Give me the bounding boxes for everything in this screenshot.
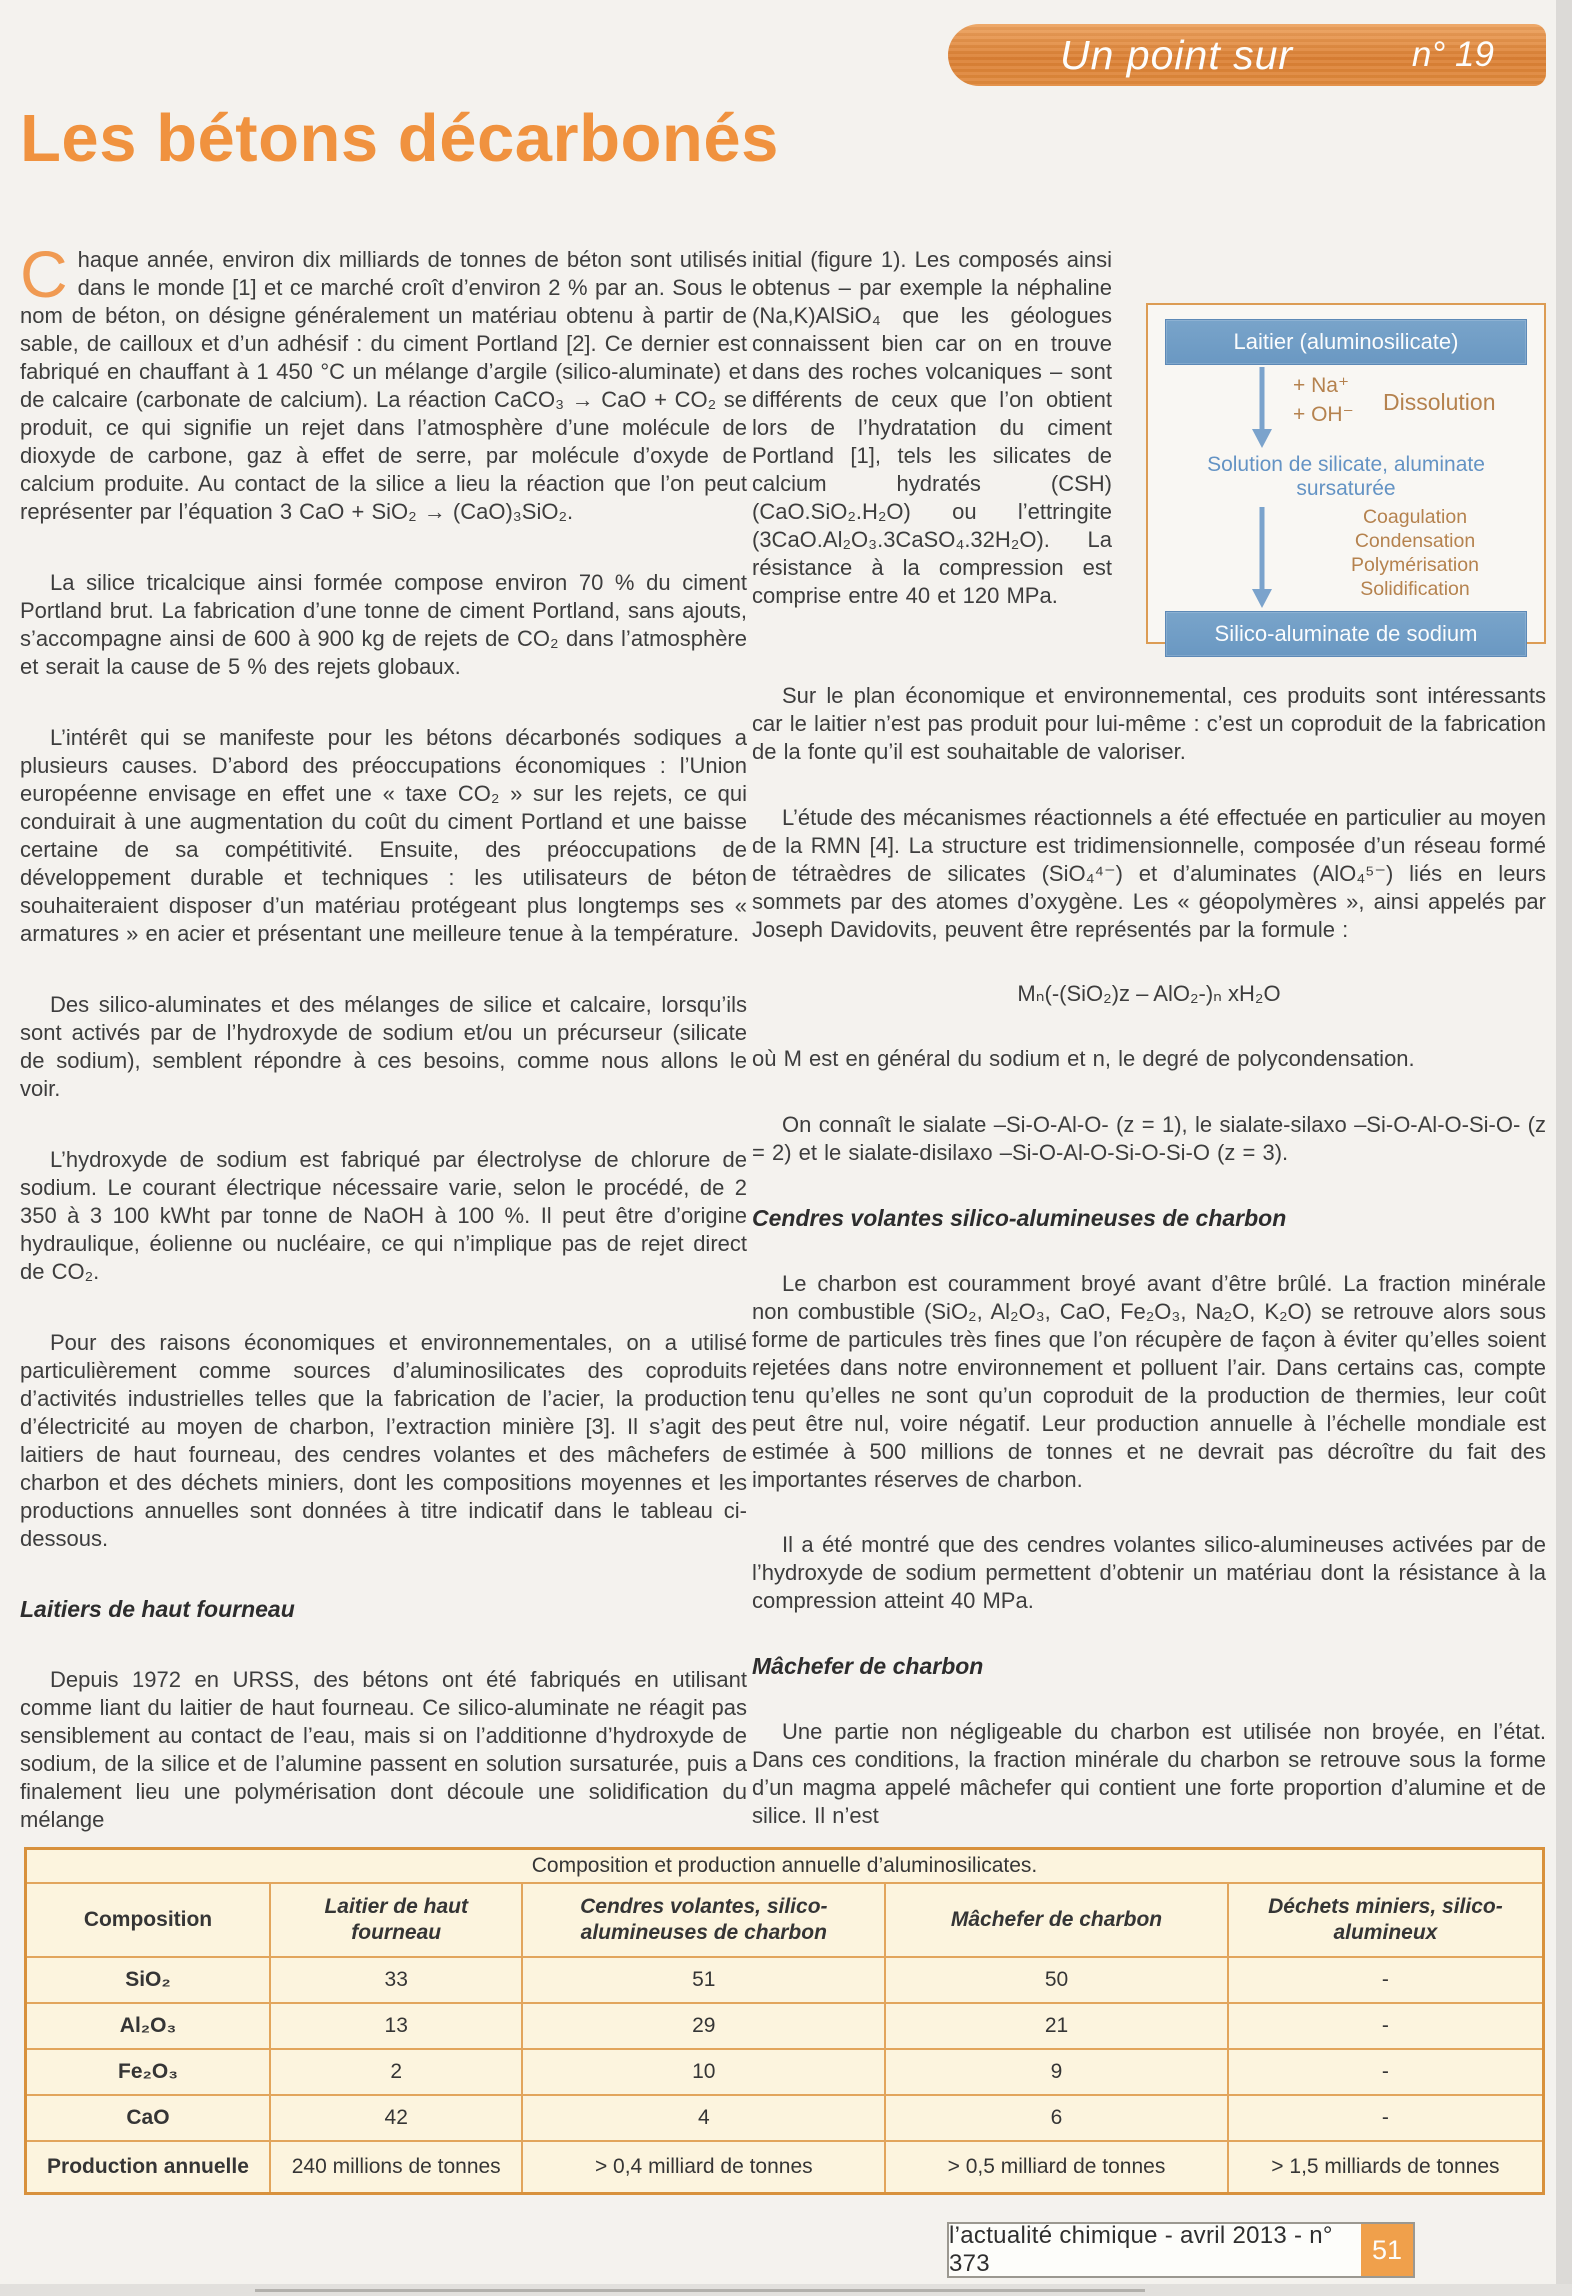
article-title: Les bétons décarbonés — [20, 101, 779, 176]
cell: - — [1228, 2003, 1544, 2049]
cell: 10 — [522, 2049, 885, 2095]
paragraph: On connaît le sialate –Si-O-Al-O- (z = 1), le sialate-silaxo –Si-O-Al-O-Si-O- (z = 2) et le sialate-disilaxo –Si-O-Al-O-Si-O-Si-O (z = 3). — [752, 1111, 1546, 1165]
page-number: 51 — [1361, 2224, 1413, 2276]
text-and-figure-row — [752, 246, 1546, 644]
paragraph — [20, 237, 747, 526]
hydroxide-ion-label: + OH⁻ — [1293, 403, 1354, 426]
cell: - — [1228, 1957, 1544, 2003]
paragraph: L’hydroxyde de sodium est fabriqué par électrolyse de chlorure de sodium. Le courant électrique nécessaire varie, selon le procédé, de 2 350 à 3 100 kWht par tonne de NaOH à 100 %. Il peut être d’origine hydraulique, éolienne ou nucléaire, ce qui n’implique pas de rejet direct de CO₂. — [20, 1147, 747, 1284]
composition-table — [24, 1847, 1545, 2195]
column-header-machefer: Mâchefer de charbon — [885, 1883, 1228, 1957]
banner-label: Un point sur — [1060, 31, 1294, 78]
polymerisation-stage — [1165, 505, 1527, 611]
table-row — [26, 2049, 1544, 2095]
reagent-labels — [1293, 371, 1354, 429]
solidification-label: Solidification — [1360, 578, 1470, 600]
column-header-dechets: Déchets miniers, silico-alumineux — [1228, 1883, 1544, 1957]
table-header-row — [26, 1883, 1544, 1957]
table-caption: Composition et production annuelle d’aluminosilicates. — [26, 1849, 1544, 1884]
paragraph: L’intérêt qui se manifeste pour les bétons décarbonés sodiques a plusieurs causes. D’abord des préoccupations économiques : l’Union européenne envisage en effet une « taxe CO₂ » sur les rejets, ce qui conduirait à une augmentation du coût du ciment Portland et une baisse certaine de sa compétitivité. Ensuite, des préoccupations de développement durable et techniques : les utilisateurs de béton souhaiteraient disposer d’un matériau protégeant plus longtemps ses « armatures » en acier et présentant une meilleure tenue à la température. — [20, 725, 747, 946]
coagulation-label: Coagulation — [1362, 506, 1468, 528]
column-header-cendres: Cendres volantes, silico-alumineuses de charbon — [522, 1883, 885, 1957]
geopolymer-formula: Mₙ(-(SiO₂)z – AlO₂-)ₙ xH₂O — [1017, 981, 1281, 1007]
laitier-box: Laitier (aluminosilicate) — [1165, 319, 1527, 365]
journal-reference: l’actualité chimique - avril 2013 - n° 373 — [949, 2222, 1333, 2277]
table-row — [26, 2003, 1544, 2049]
left-column — [20, 237, 747, 1834]
cell: - — [1228, 2095, 1544, 2141]
cell: 2 — [270, 2049, 522, 2095]
row-label: CaO — [26, 2095, 270, 2141]
paragraph: Des silico-aluminates et des mélanges de silice et calcaire, lorsqu’ils sont activés par de l’hydroxyde de sodium et/ou un précurseur (silicate de sodium), semblent répondre à ces besoins, comme nous allons le voir. — [20, 992, 747, 1101]
figure-1 — [1146, 303, 1546, 644]
paragraph: Il a été montré que des cendres volantes silico-alumineuses activées par de l’hydroxyde de sodium permettent d’obtenir un matériau dont la résistance à la compression atteint 40 MPa. — [752, 1532, 1546, 1614]
paragraph: Le charbon est couramment broyé avant d’être brûlé. La fraction minérale non combustible (SiO₂, Al₂O₃, CaO, Fe₂O₃, Na₂O, K₂O) se retrouve alors sous forme de particules très fines que l’on récupère de façon à éviter qu’elles soient rejetées dans notre environnement et polluent l’air. Dans certains cas, compte tenu qu’elles ne sont qu’un coproduit de la production de thermies, leur coût peut être nul, voire négatif. Leur production annuelle à l’échelle mondiale est estimée à 500 millions de tonnes et ne devrait pas décroître du fait des importantes réserves de charbon. — [752, 1270, 1546, 1492]
paragraph: où M est en général du sodium et n, le degré de polycondensation. — [752, 1046, 1415, 1072]
dropcap: C — [20, 237, 68, 311]
cell: 50 — [885, 1957, 1228, 2003]
paragraph: La silice tricalcique ainsi formée compose environ 70 % du ciment Portland brut. La fabrication d’une tonne de ciment Portland, sans ajouts, s’accompagne ainsi de 600 à 900 kg de rejets de CO₂ dans l’atmosphère et serait la cause de 5 % des rejets globaux. — [20, 570, 747, 679]
down-arrow-icon — [1251, 507, 1273, 609]
solution-label: Solution de silicate, aluminate sursaturée — [1207, 453, 1485, 500]
paragraph: Sur le plan économique et environnemental, ces produits sont intéressants car le laitier n’est pas produit pour lui-même : c’est un coproduit de la fabrication de la fonte qu’il est souhaitable de valoriser. — [752, 682, 1546, 764]
cell: - — [1228, 2049, 1544, 2095]
journal-footer — [947, 2222, 1415, 2278]
column-header-laitier: Laitier de haut fourneau — [270, 1883, 522, 1957]
condensation-label: Condensation — [1354, 530, 1476, 552]
process-step-labels — [1315, 505, 1515, 601]
polymerisation-label: Polymérisation — [1351, 554, 1479, 576]
section-banner — [948, 24, 1546, 86]
column-header-composition: Composition — [26, 1883, 270, 1957]
cell: > 0,5 milliard de tonnes — [885, 2141, 1228, 2194]
cell: 240 millions de tonnes — [270, 2141, 522, 2194]
cell: 33 — [270, 1957, 522, 2003]
row-label: Al₂O₃ — [26, 2003, 270, 2049]
banner-issue-number: n° 19 — [1411, 35, 1494, 74]
paragraph: Une partie non négligeable du charbon est utilisée non broyée, en l’état. Dans ces conditions, la fraction minérale du charbon se retrouve sous la forme d’un magma appelé mâchefer qui contient une forte proportion d’alumine et de silice. Il n’est — [752, 1718, 1546, 1828]
table-caption-row — [26, 1849, 1544, 1884]
cell: 4 — [522, 2095, 885, 2141]
cell: 21 — [885, 2003, 1228, 2049]
section-heading-laitiers: Laitiers de haut fourneau — [20, 1596, 295, 1622]
dissolution-stage — [1165, 365, 1527, 451]
row-label: Fe₂O₃ — [26, 2049, 270, 2095]
cell: 42 — [270, 2095, 522, 2141]
paragraph: Depuis 1972 en URSS, des bétons ont été fabriqués en utilisant comme liant du laitier de haut fourneau. Ce silico-aluminate ne réagit pas sensiblement au contact de l’eau, mais si on l’additionne d’hydroxyde de sodium, de la silice et de l’alumine passent en solution sursaturée, puis a finalement lieu une polymérisation dont découle une solidification du mélange — [20, 1667, 747, 1832]
row-label: Production annuelle — [26, 2141, 270, 2194]
section-heading-cendres: Cendres volantes silico-alumineuses de charbon — [752, 1204, 1287, 1231]
row-label: SiO₂ — [26, 1957, 270, 2003]
cell: 51 — [522, 1957, 885, 2003]
paragraph: L’étude des mécanismes réactionnels a été effectuée en particulier au moyen de la RMN [4]. La structure est tridimensionnelle, composée d’un réseau formé de tétraèdres de silicates (SiO₄⁴⁻) et d’aluminates (AlO₄⁵⁻) liés en leurs sommets par des atomes d’oxygène. Les « géopolymères », ainsi appelés par Joseph Davidovits, peuvent être représentés par la formule : — [752, 804, 1546, 942]
paragraph-text: haque année, environ dix milliards de tonnes de béton sont utilisés dans le monde [1] et ce marché croît d’environ 2 % par an. Sous le nom de béton, on désigne généralement un matériau obtenu à partir de sable, de cailloux et d’un adhésif : du ciment Portland [2]. Ce dernier est fabriqué en chauffant à 1 450 °C un mélange d’argile (silico-aluminate) et de calcaire (carbonate de calcium). La réaction CaCO₃ → CaO + CO₂ se produit, ce qui signifie un rejet dans l’atmosphère d’une molécule de dioxyde de carbone, gaz à effet de serre, par molécule d’oxyde de calcium produite. Au contact de la silice a lieu la réaction que l’on peut représenter par l’équation 3 CaO + SiO₂ → (CaO)₃SiO₂. — [20, 247, 747, 524]
sodium-ion-label: + Na⁺ — [1293, 374, 1350, 397]
table-row — [26, 1957, 1544, 2003]
dissolution-label: Dissolution — [1383, 389, 1496, 415]
table-row — [26, 2141, 1544, 2194]
scan-artifact-line — [255, 2289, 1145, 2292]
silico-aluminate-box: Silico-aluminate de sodium — [1165, 611, 1527, 657]
cell: 6 — [885, 2095, 1228, 2141]
section-heading-machefer: Mâchefer de charbon — [752, 1653, 984, 1680]
table-row — [26, 2095, 1544, 2141]
cell: 29 — [522, 2003, 885, 2049]
paragraph: Pour des raisons économiques et environnementales, on a utilisé particulièrement comme sources d’aluminosilicates des coproduits d’activités industrielles telles que la fabrication de l’acier, la production d’électricité au moyen de charbon, l’extraction minière [3]. Il s’agit des laitiers de haut fourneau, des cendres volantes et des mâchefers de charbon et des déchets miniers, dont les compositions moyennes et les productions annuelles sont données à titre indicatif dans le tableau ci-dessous. — [20, 1330, 747, 1551]
cell: > 0,4 milliard de tonnes — [522, 2141, 885, 2194]
cell: 13 — [270, 2003, 522, 2049]
right-column — [752, 246, 1546, 1830]
cell: > 1,5 milliards de tonnes — [1228, 2141, 1544, 2194]
paragraph: initial (figure 1). Les composés ainsi obtenus – par exemple la néphaline (Na,K)AlSiO₄ que les géologues connaissent bien car on en trouve dans des roches volcaniques – sont différents de ceux que l’on obtient lors de l’hydratation du ciment Portland [1], tels les silicates de calcium hydratés (CSH) (CaO.SiO₂.H₂O) ou l’ettringite (3CaO.Al₂O₃.3CaSO₄.32H₂O). La résistance à la compression est comprise entre 40 et 120 MPa. — [752, 247, 1112, 608]
scan-edge-right — [1556, 0, 1572, 2296]
down-arrow-icon — [1251, 367, 1273, 449]
cell: 9 — [885, 2049, 1228, 2095]
